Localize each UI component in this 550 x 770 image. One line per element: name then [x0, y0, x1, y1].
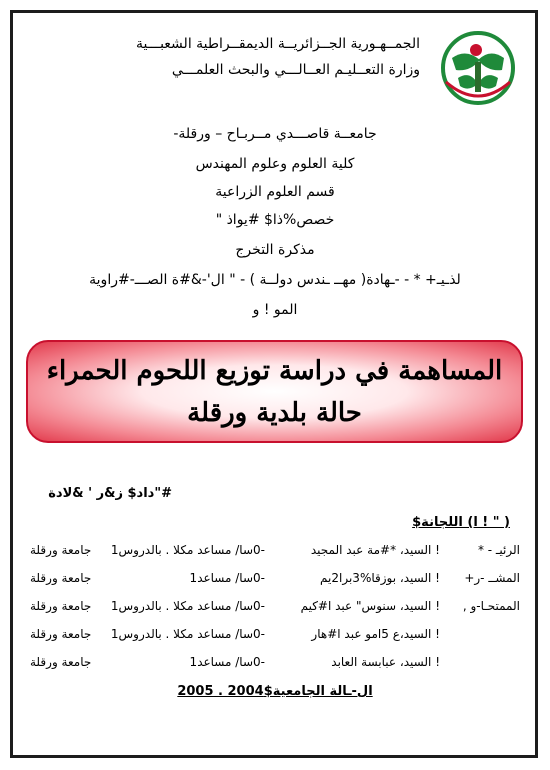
member-rank: -0سا/ مساعد1: [189, 655, 265, 669]
member-university: جامعة ورقلة: [30, 627, 92, 641]
member-rank: -0سا/ مساعد1: [189, 571, 265, 585]
thesis-title-box: [26, 340, 523, 443]
republic-name: الجمــهـورية الجــزائريــة الديمقــراطية الشعبـــية: [136, 36, 420, 52]
jury-member-row: [30, 543, 520, 561]
jury-member-row: [30, 599, 520, 617]
degree-line: لذـيـ+ * - -ـهادة( مهــ ـندس دولــة ) - " ال'-&#ة الصـــ-#راوية: [89, 272, 461, 288]
member-rank: -0سا/ مساعد مكلا . بالدروس1: [110, 599, 265, 613]
member-university: جامعة ورقلة: [30, 543, 92, 557]
memo-type: مذكرة التخرج: [235, 242, 315, 258]
academic-year: ال-ـالة الجامعية$2004 . 2005: [177, 684, 373, 699]
member-role: الرئيـ - *: [477, 543, 520, 557]
member-name: ! السيد، عبابسة العابد: [331, 655, 440, 669]
member-role: الممتحـا-و ,: [462, 599, 520, 613]
jury-member-row: [30, 627, 520, 645]
university-logo: [440, 30, 518, 106]
member-university: جامعة ورقلة: [30, 655, 92, 669]
member-name: ! السيد، *#مة عبد المجيد: [310, 543, 440, 557]
specialty-line: خصص%ذا$ #يواذ ": [215, 212, 335, 228]
jury-member-row: [30, 655, 520, 673]
thesis-title-line-1: المساهمة في دراسة توزيع اللحوم الحمراء: [46, 356, 503, 386]
committee-heading: #"داد$ ز&ر ' &لادة: [48, 486, 172, 501]
jury-member-row: [30, 571, 520, 589]
member-name: ! السيد، بوزقا%3برا2يم: [320, 571, 440, 585]
degree-line-continued: المو ! و: [252, 302, 298, 318]
department-name: قسم العلوم الزراعية: [215, 184, 335, 200]
member-rank: -0سا/ مساعد مكلا . بالدروس1: [110, 543, 265, 557]
university-name: جامعــة قاصـــدي مــربـاح – ورقلة-: [173, 126, 377, 142]
faculty-name: كلية العلوم وعلوم المهندس: [195, 156, 355, 172]
member-university: جامعة ورقلة: [30, 571, 92, 585]
member-name: ! السيد، سنوس" عبد ا#كيم: [300, 599, 440, 613]
member-name: ! السيد،ع 5امو عبد ا#هار: [311, 627, 440, 641]
thesis-title-line-2: حالة بلدية ورقلة: [187, 398, 362, 428]
member-rank: -0سا/ مساعد مكلا . بالدروس1: [110, 627, 265, 641]
ministry-name: وزارة التعــليـم العــالـــي والبحث العلمـــي: [171, 62, 420, 78]
jury-label: ( " ! ا) اللجانة$: [412, 515, 510, 530]
member-university: جامعة ورقلة: [30, 599, 92, 613]
member-role: المشــ -ر+: [464, 571, 520, 585]
